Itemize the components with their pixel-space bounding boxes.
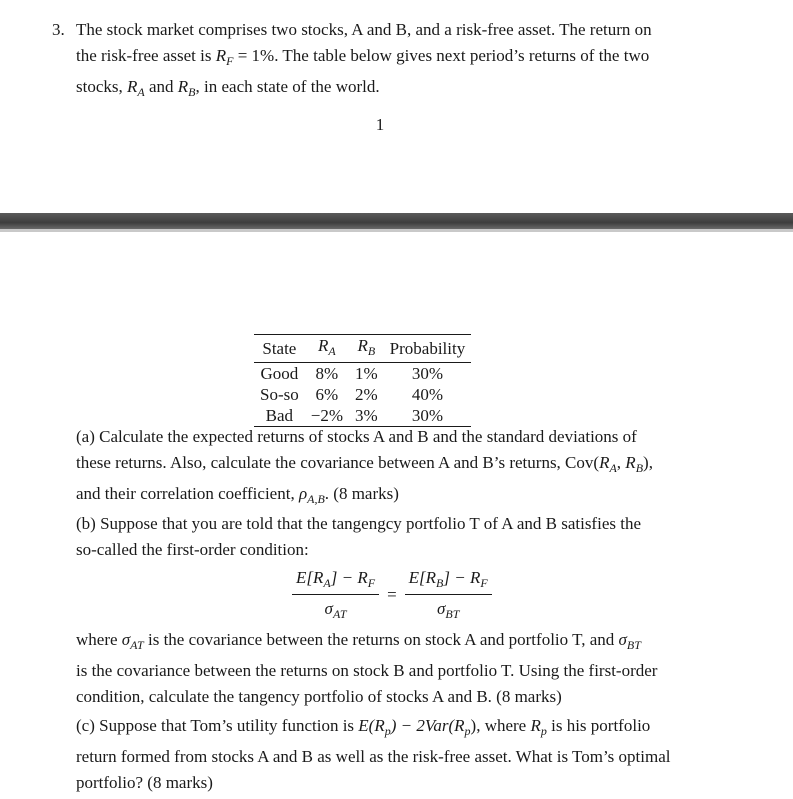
- part-b-after-2: is the covariance between the returns on stock B and portfolio T. Using the first-order: [76, 661, 658, 680]
- rp-symbol: R: [530, 716, 541, 735]
- cov-ra-sub: A: [609, 461, 617, 475]
- header-ra-symbol: R: [317, 336, 329, 355]
- row-ra: 6%: [315, 385, 339, 404]
- rp-sub: p: [540, 724, 547, 738]
- row-prob: 30%: [411, 406, 444, 425]
- row-rb: 3%: [354, 406, 378, 425]
- part-b-after-1-post: is the covariance between the returns on stock A and portfolio T, and: [143, 630, 619, 649]
- right-numerator: [405, 568, 492, 595]
- rf-equation: = 1%. The table below gives next period’s returns of the two: [233, 46, 650, 65]
- sigma-bt: σ: [618, 630, 627, 649]
- left-num-sub: A: [323, 576, 331, 590]
- intro-line-3-pre: stocks,: [76, 77, 127, 96]
- rf-sub: F: [226, 54, 234, 68]
- left-num-post: ] − R: [330, 568, 368, 587]
- right-fraction: [405, 568, 492, 622]
- question-intro: [76, 17, 734, 105]
- utility-sub: p: [384, 724, 391, 738]
- left-numerator: [292, 568, 379, 595]
- header-rb-sub: B: [367, 344, 376, 358]
- part-b-explanation: [76, 627, 734, 710]
- part-b-intro: [76, 511, 734, 563]
- right-num-main: E[R: [408, 568, 437, 587]
- row-rb: 2%: [354, 385, 378, 404]
- part-a-line-2-pre: these returns. Also, calculate the covariance between A and B’s returns, Cov(: [76, 453, 600, 472]
- part-c: [76, 713, 734, 796]
- right-num-sub2: F: [480, 576, 488, 590]
- page-number: 1: [375, 115, 385, 134]
- right-num-post: ] − R: [443, 568, 481, 587]
- rb-symbol: R: [177, 77, 189, 96]
- page-divider: [0, 213, 793, 229]
- part-b-after-1-pre: where: [76, 630, 122, 649]
- rf-symbol: R: [215, 46, 227, 65]
- header-ra: [305, 335, 349, 363]
- cov-comma: ,: [616, 453, 626, 472]
- part-b-line-2: so-called the first-order condition:: [76, 540, 309, 559]
- part-b-line-1: (b) Suppose that you are told that the tangengcy portfolio T of A and B satisfies the: [76, 514, 641, 533]
- right-den-sub: BT: [445, 607, 460, 621]
- rb-sub: B: [188, 85, 196, 99]
- part-c-line-2: return formed from stocks A and B as well as the risk-free asset. What is Tom’s optimal: [76, 747, 671, 766]
- header-ra-sub: A: [328, 344, 336, 358]
- row-prob: 40%: [411, 385, 444, 404]
- left-den-sub: AT: [332, 607, 347, 621]
- row-rb: 1%: [354, 364, 378, 383]
- right-denominator: [437, 595, 459, 622]
- header-rb-symbol: R: [357, 336, 368, 355]
- table-header-row: [254, 335, 471, 363]
- part-c-line-1-post: is his portfolio: [546, 716, 651, 735]
- ra-symbol: R: [127, 77, 138, 96]
- cov-ra: R: [599, 453, 610, 472]
- first-order-condition-equation: [292, 568, 492, 622]
- header-probability: Probability: [389, 339, 466, 358]
- part-a: [76, 424, 734, 512]
- left-fraction: [292, 568, 379, 622]
- utility-sub2: p: [464, 724, 471, 738]
- cov-rb-sub: B: [635, 461, 644, 475]
- part-a-line-1: (a) Calculate the expected returns of stocks A and B and the standard deviations of: [76, 427, 637, 446]
- header-rb: [349, 335, 384, 363]
- utility-main: E(R: [358, 716, 385, 735]
- part-a-line-2-post: ),: [643, 453, 653, 472]
- rho-sub: A,B: [307, 492, 325, 506]
- intro-line-2-pre: the risk-free asset is: [76, 46, 216, 65]
- part-c-line-3: portfolio? (8 marks): [76, 773, 213, 792]
- row-state: So-so: [260, 385, 299, 404]
- row-prob: 30%: [411, 364, 444, 383]
- sigma-at: σ: [121, 630, 131, 649]
- rho-symbol: ρ: [298, 484, 308, 503]
- ra-sub: A: [137, 85, 145, 99]
- row-ra: −2%: [310, 406, 343, 425]
- sigma-bt-sub: BT: [626, 638, 641, 652]
- table-row: [254, 363, 471, 385]
- part-a-line-3-pre: and their correlation coefficient,: [76, 484, 299, 503]
- part-c-line-1-pre: (c) Suppose that Tom’s utility function is: [76, 716, 359, 735]
- sigma-at-sub: AT: [130, 638, 144, 652]
- part-b-after-3: condition, calculate the tangency portfolio of stocks A and B. (8 marks): [76, 687, 562, 706]
- question-number: 3.: [52, 20, 65, 39]
- row-state: Good: [260, 364, 299, 383]
- returns-table: [254, 334, 471, 427]
- intro-line-3-mid: and: [144, 77, 178, 96]
- left-num-sub2: F: [367, 576, 376, 590]
- right-num-sub: B: [436, 576, 444, 590]
- utility-post: ), where: [470, 716, 531, 735]
- header-state: State: [262, 339, 297, 358]
- left-den-main: σ: [324, 599, 333, 618]
- part-a-line-3-post: . (8 marks): [324, 484, 399, 503]
- utility-mid: ) − 2Var(R: [390, 716, 465, 735]
- intro-line-1: The stock market comprises two stocks, A and B, and a risk-free asset. The return on: [76, 20, 652, 39]
- row-ra: 8%: [315, 364, 339, 383]
- equals-sign: =: [387, 585, 397, 604]
- left-num-main: E[R: [296, 568, 324, 587]
- table-row: [254, 384, 471, 405]
- left-denominator: [325, 595, 347, 622]
- row-state: Bad: [265, 406, 294, 425]
- cov-rb: R: [625, 453, 636, 472]
- right-den-main: σ: [436, 599, 446, 618]
- intro-line-3-post: , in each state of the world.: [195, 77, 380, 96]
- page-divider-shadow: [0, 229, 793, 232]
